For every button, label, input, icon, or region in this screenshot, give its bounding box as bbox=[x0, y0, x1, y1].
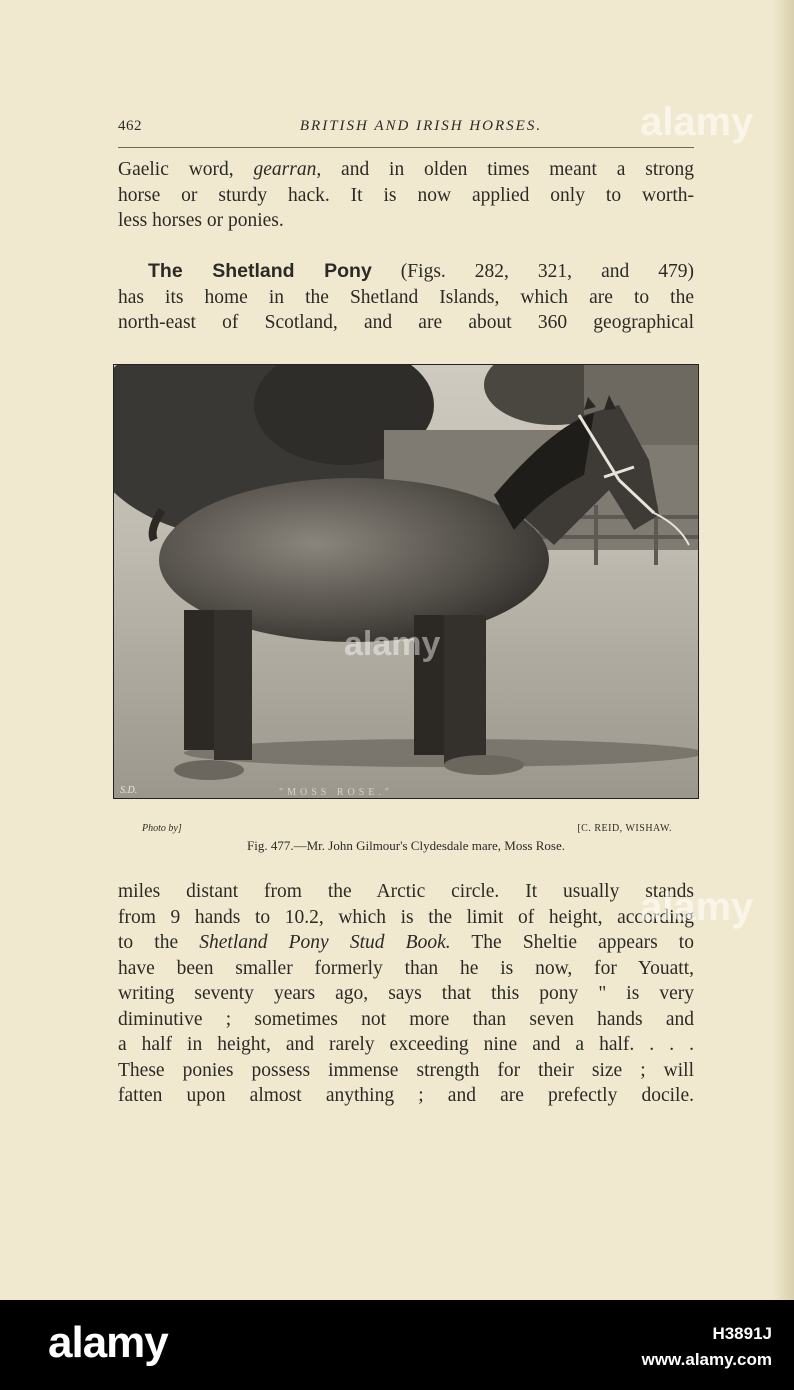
photo-inscription: "MOSS ROSE." bbox=[279, 787, 393, 798]
text-line: The Shetland Pony (Figs. 282, 321, and 479) bbox=[148, 260, 694, 282]
page-edge-shadow bbox=[772, 0, 794, 1300]
text-line: to the Shetland Pony Stud Book. The Sheltie appears to bbox=[118, 932, 694, 953]
text-line: These ponies possess immense strength for their size ; will bbox=[118, 1059, 694, 1081]
figure-caption: Fig. 477.—Mr. John Gilmour's Clydesdale mare, Moss Rose. bbox=[247, 838, 565, 853]
text-line: writing seventy years ago, says that this pony " is very bbox=[118, 983, 694, 1004]
header-rule bbox=[118, 147, 694, 148]
text-line: has its home in the Shetland Islands, which are to the bbox=[118, 286, 694, 308]
text-line: fatten upon almost anything ; and are prefectly docile. bbox=[118, 1085, 694, 1106]
running-head: BRITISH AND IRISH HORSES. bbox=[299, 118, 543, 134]
text-line: north-east of Scotland, and are about 360 geographical bbox=[118, 312, 694, 333]
horse-photograph bbox=[113, 364, 699, 799]
site-url: www.alamy.com bbox=[641, 1350, 772, 1369]
image-id: H3891J bbox=[712, 1324, 772, 1343]
text-line: have been smaller formerly than he is now, for Youatt, bbox=[118, 957, 694, 979]
photo-watermark: alamy bbox=[344, 625, 441, 663]
text-line: horse or sturdy hack. It is now applied only to worth- bbox=[118, 184, 694, 206]
text-line: diminutive ; sometimes not more than seven hands and bbox=[118, 1008, 694, 1030]
section-term: The Shetland Pony bbox=[148, 260, 372, 282]
text-watermark: alamy bbox=[640, 885, 754, 929]
alamy-logo: alamy bbox=[48, 1318, 168, 1367]
corner-watermark: alamy bbox=[640, 100, 754, 144]
page-number: 462 bbox=[118, 118, 142, 134]
text-line: less horses or ponies. bbox=[118, 210, 284, 231]
paragraph-3 bbox=[118, 879, 694, 1109]
horse-photo-illustration bbox=[114, 365, 698, 798]
text-line: a half in height, and rarely exceeding nine and a half. . . . bbox=[118, 1034, 694, 1055]
text-line: from 9 hands to 10.2, which is the limit of height, according bbox=[118, 906, 694, 928]
photo-credit-right: [C. REID, WISHAW. bbox=[577, 823, 672, 834]
text-line: Gaelic word, gearran, and in olden times meant a strong bbox=[118, 159, 694, 180]
text-line: miles distant from the Arctic circle. It usually stands bbox=[118, 881, 694, 902]
stock-photo-bar bbox=[0, 1300, 794, 1390]
paragraph-2 bbox=[118, 259, 694, 336]
paragraph-1 bbox=[118, 157, 694, 234]
page-header bbox=[118, 118, 694, 138]
photo-credit-line bbox=[142, 823, 672, 837]
photo-corner-mark: S.D. bbox=[120, 785, 138, 796]
photo-credit-left: Photo by] bbox=[142, 823, 182, 834]
